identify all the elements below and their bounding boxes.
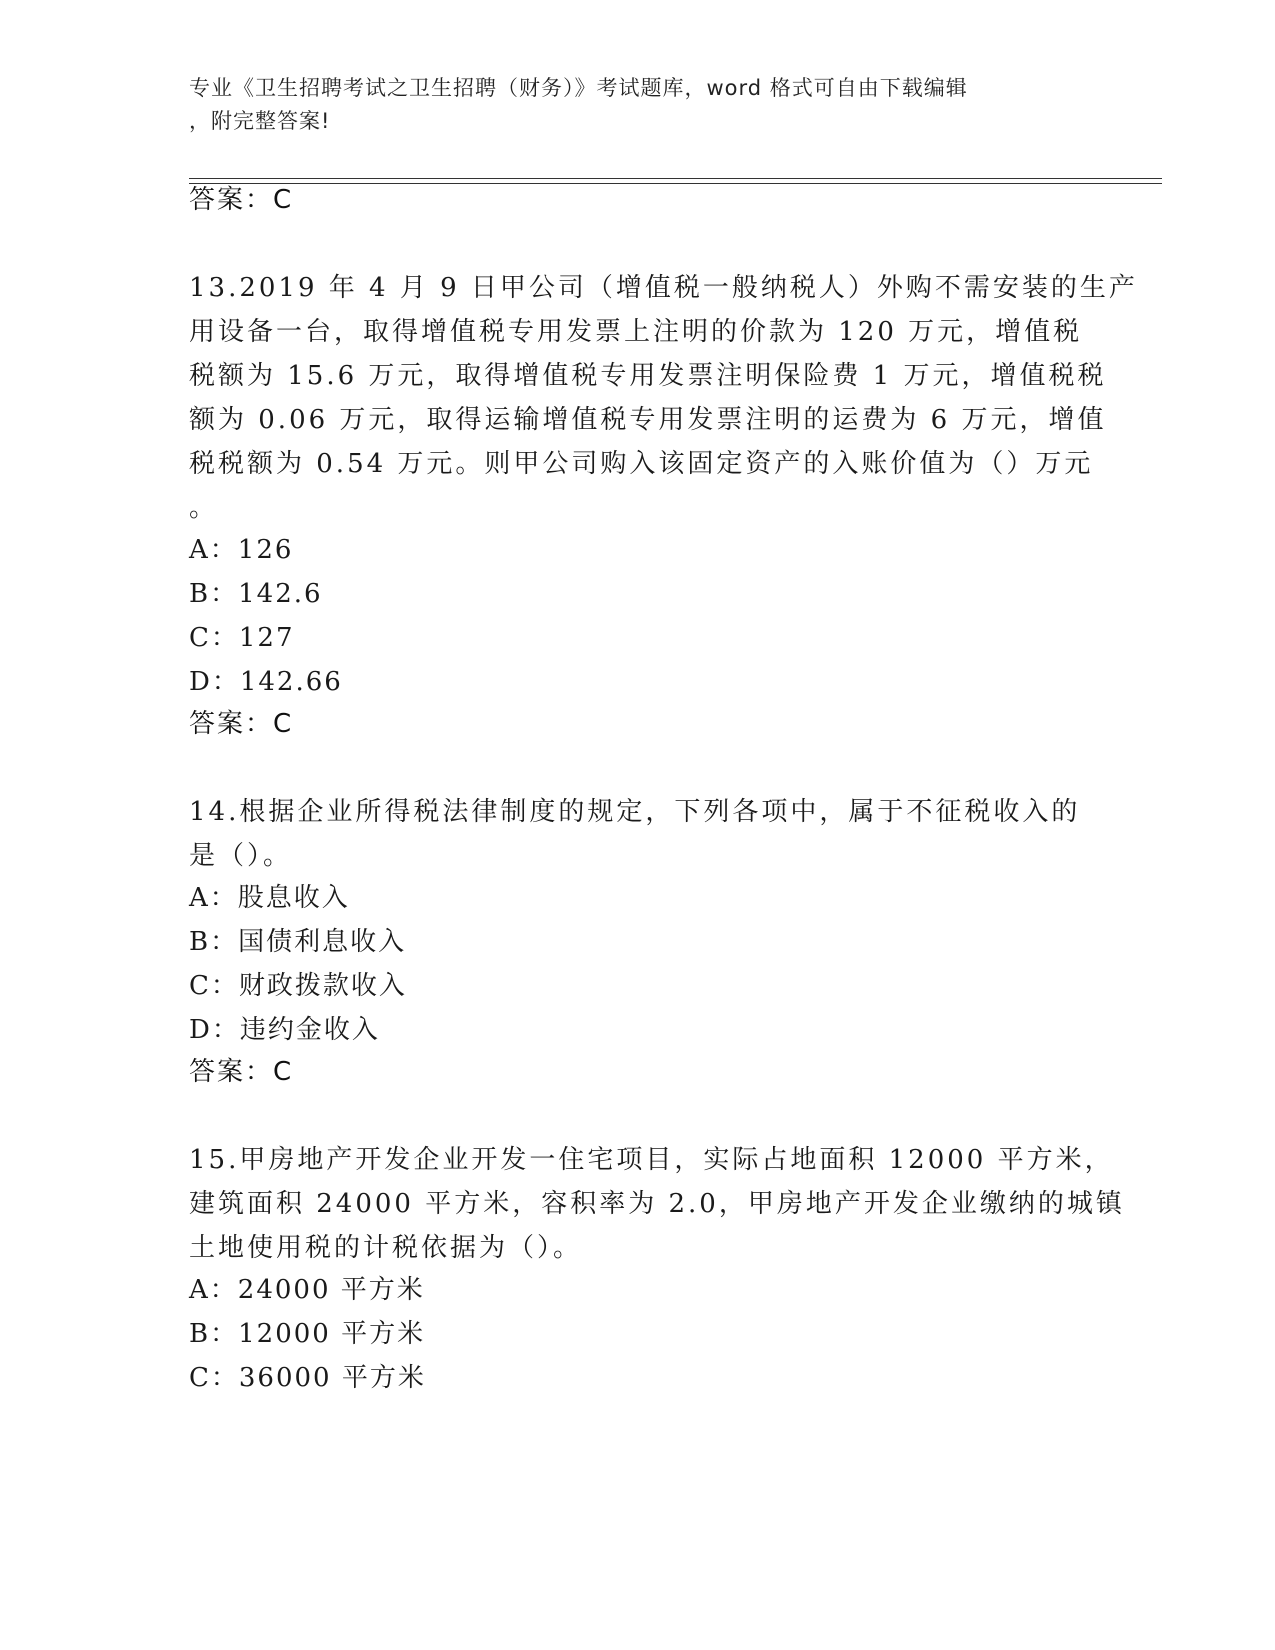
question-14-option-b: B：国债利息收入: [189, 927, 407, 957]
question-14-line-1: 14.根据企业所得税法律制度的规定，下列各项中，属于不征税收入的: [189, 797, 1081, 827]
question-14-option-a: A：股息收入: [189, 883, 350, 913]
question-15-option-b: B：12000 平方米: [189, 1319, 426, 1349]
question-13-option-c: C：127: [189, 623, 295, 653]
question-15-line-3: 土地使用税的计税依据为（）。: [189, 1233, 583, 1263]
previous-answer: 答案：C: [189, 185, 294, 215]
question-13-option-a: A：126: [189, 535, 294, 565]
question-13-line-6: 。: [189, 493, 219, 523]
question-14-option-c: C：财政拨款收入: [189, 971, 407, 1001]
header-divider-bottom: [189, 183, 1162, 184]
question-13-line-3: 税额为 15.6 万元，取得增值税专用发票注明保险费 1 万元，增值税税: [189, 361, 1107, 391]
question-13-line-4: 额为 0.06 万元，取得运输增值税专用发票注明的运费为 6 万元，增值: [189, 405, 1107, 435]
question-13-line-1: 13.2019 年 4 月 9 日甲公司（增值税一般纳税人）外购不需安装的生产: [189, 273, 1138, 303]
question-14-line-2: 是（）。: [189, 841, 293, 871]
document-header: [189, 72, 1089, 138]
question-13-line-5: 税税额为 0.54 万元。则甲公司购入该固定资产的入账价值为（）万元: [189, 449, 1094, 479]
question-14-option-d: D：违约金收入: [189, 1015, 380, 1045]
question-13-option-b: B：142.6: [189, 579, 323, 609]
question-14-answer: 答案：C: [189, 1057, 294, 1087]
question-15-line-2: 建筑面积 24000 平方米，容积率为 2.0，甲房地产开发企业缴纳的城镇: [189, 1189, 1125, 1219]
question-13-line-2: 用设备一台，取得增值税专用发票上注明的价款为 120 万元，增值税: [189, 317, 1083, 347]
question-15-option-a: A：24000 平方米: [189, 1275, 425, 1305]
header-line-1: 专业《卫生招聘考试之卫生招聘（财务）》考试题库，word 格式可自由下载编辑: [189, 76, 968, 100]
header-line-2: ，附完整答案!: [189, 109, 331, 133]
question-15-line-1: 15.甲房地产开发企业开发一住宅项目，实际占地面积 12000 平方米，: [189, 1145, 1114, 1175]
question-15-option-c: C：36000 平方米: [189, 1363, 426, 1393]
question-13-option-d: D：142.66: [189, 667, 343, 697]
header-divider-top: [189, 178, 1162, 179]
question-13-answer: 答案：C: [189, 709, 294, 739]
